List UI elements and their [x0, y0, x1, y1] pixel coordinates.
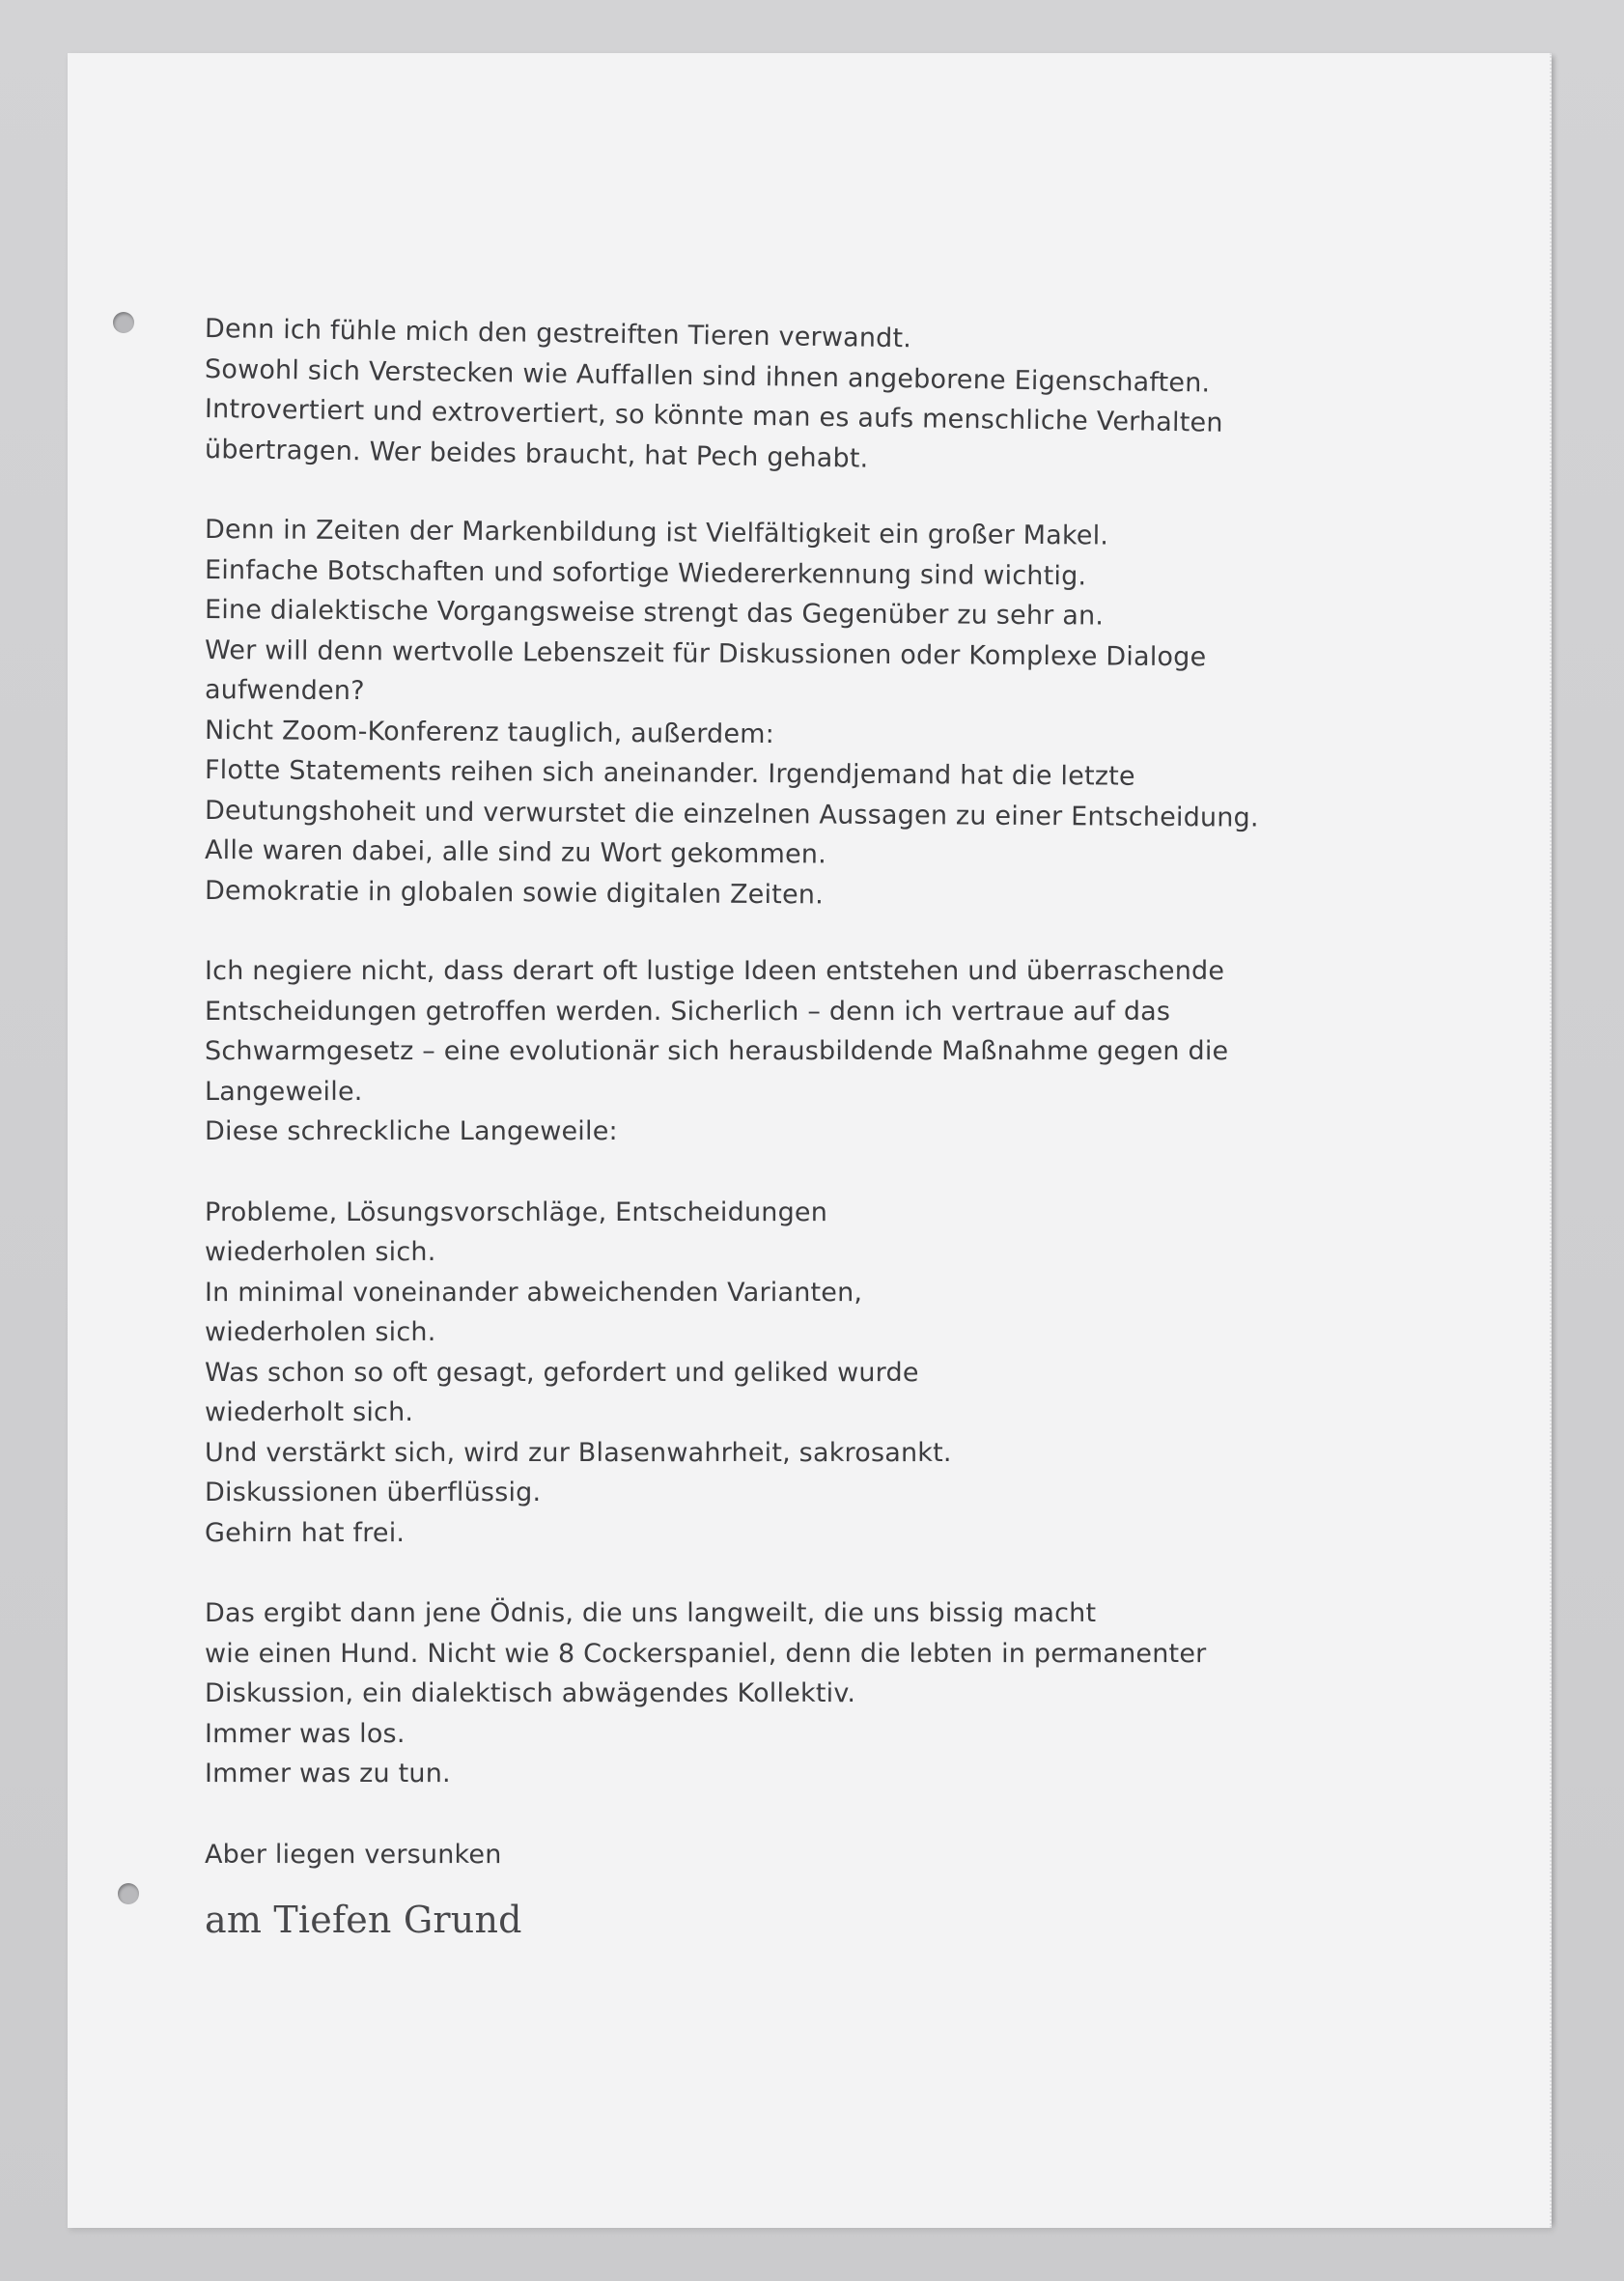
closing-line: Aber liegen versunken	[205, 1839, 502, 1870]
stanza-5	[205, 1593, 1402, 1794]
poem-line: In minimal voneinander abweichenden Varianten,	[205, 1277, 863, 1308]
poem-line: Diese schreckliche Langeweile:	[205, 1116, 618, 1146]
poem-line: Eine dialektische Vorgangsweise strengt das Gegenüber zu sehr an.	[204, 595, 1105, 632]
poem-line: Demokratie in globalen sowie digitalen Zeiten.	[204, 875, 825, 910]
punch-hole-bottom	[118, 1883, 139, 1904]
poem-line: Sowohl sich Verstecken wie Auffallen sind ihnen angeborene Eigenschaften.	[204, 353, 1211, 399]
poem-line: Gehirn hat frei.	[205, 1517, 406, 1548]
poem-line: Introvertiert und extrovertiert, so könnte man es aufs menschliche Verhalten	[204, 394, 1223, 438]
poem-line: Schwarmgesetz – eine evolutionär sich herausbildende Maßnahme gegen die	[205, 1036, 1229, 1066]
poem-line: Immer was los.	[205, 1718, 406, 1749]
poem-line: wiederholen sich.	[205, 1317, 436, 1347]
poem-line: Das ergibt dann jene Ödnis, die uns langweilt, die uns bissig macht	[205, 1598, 1097, 1628]
poem-line: Was schon so oft gesagt, gefordert und geliked wurde	[205, 1357, 919, 1388]
poem-line: Einfache Botschaften und sofortige Wiedererkennung sind wichtig.	[204, 554, 1087, 591]
poem-line: Langeweile.	[205, 1076, 363, 1107]
handwritten-closing: am Tiefen Grund	[205, 1899, 522, 1941]
poem-line: wiederholt sich.	[205, 1397, 414, 1427]
poem-line: Diskussionen überflüssig.	[205, 1478, 542, 1507]
poem-line: Denn ich fühle mich den gestreiften Tieren verwandt.	[204, 314, 912, 354]
stanza-1	[204, 309, 1402, 474]
poem-line: Ich negiere nicht, dass derart oft lustige Ideen entstehen und überraschende	[205, 956, 1225, 986]
poem-line: Denn in Zeiten der Markenbildung ist Vielfältigkeit ein großer Makel.	[204, 515, 1109, 551]
poem-line: Und verstärkt sich, wird zur Blasenwahrheit, sakrosankt.	[205, 1437, 952, 1468]
poem-line: wie einen Hund. Nicht wie 8 Cockerspaniel, denn die lebten in permanenter	[205, 1638, 1207, 1669]
poem-line: Nicht Zoom-Konferenz tauglich, außerdem:	[204, 715, 775, 749]
poem-text	[205, 309, 1402, 1946]
poem-line: Diskussion, ein dialektisch abwägendes Kollektiv.	[205, 1678, 856, 1708]
poem-line: Deutungshoheit und verwurstet die einzelnen Aussagen zu einer Entscheidung.	[204, 795, 1259, 833]
closing-stanza	[205, 1835, 1402, 1947]
poem-line: übertragen. Wer beides braucht, hat Pech gehabt.	[204, 434, 869, 474]
stanza-4	[205, 1193, 1402, 1554]
punch-hole-top	[113, 312, 134, 333]
poem-line: wiederholen sich.	[205, 1237, 436, 1267]
poem-line: aufwenden?	[204, 675, 365, 707]
poem-line: Immer was zu tun.	[205, 1759, 451, 1788]
stanza-2	[205, 510, 1402, 911]
poem-line: Entscheidungen getroffen werden. Sicherlich – denn ich vertraue auf das	[205, 996, 1171, 1027]
poem-line: Wer will denn wertvolle Lebenszeit für Diskussionen oder Komplexe Dialoge	[204, 634, 1207, 672]
stanza-3	[205, 951, 1402, 1152]
poem-line: Flotte Statements reihen sich aneinander. Irgendjemand hat die letzte	[204, 755, 1135, 792]
poem-line: Alle waren dabei, alle sind zu Wort gekommen.	[204, 835, 827, 870]
poem-line: Probleme, Lösungsvorschläge, Entscheidungen	[205, 1197, 828, 1227]
